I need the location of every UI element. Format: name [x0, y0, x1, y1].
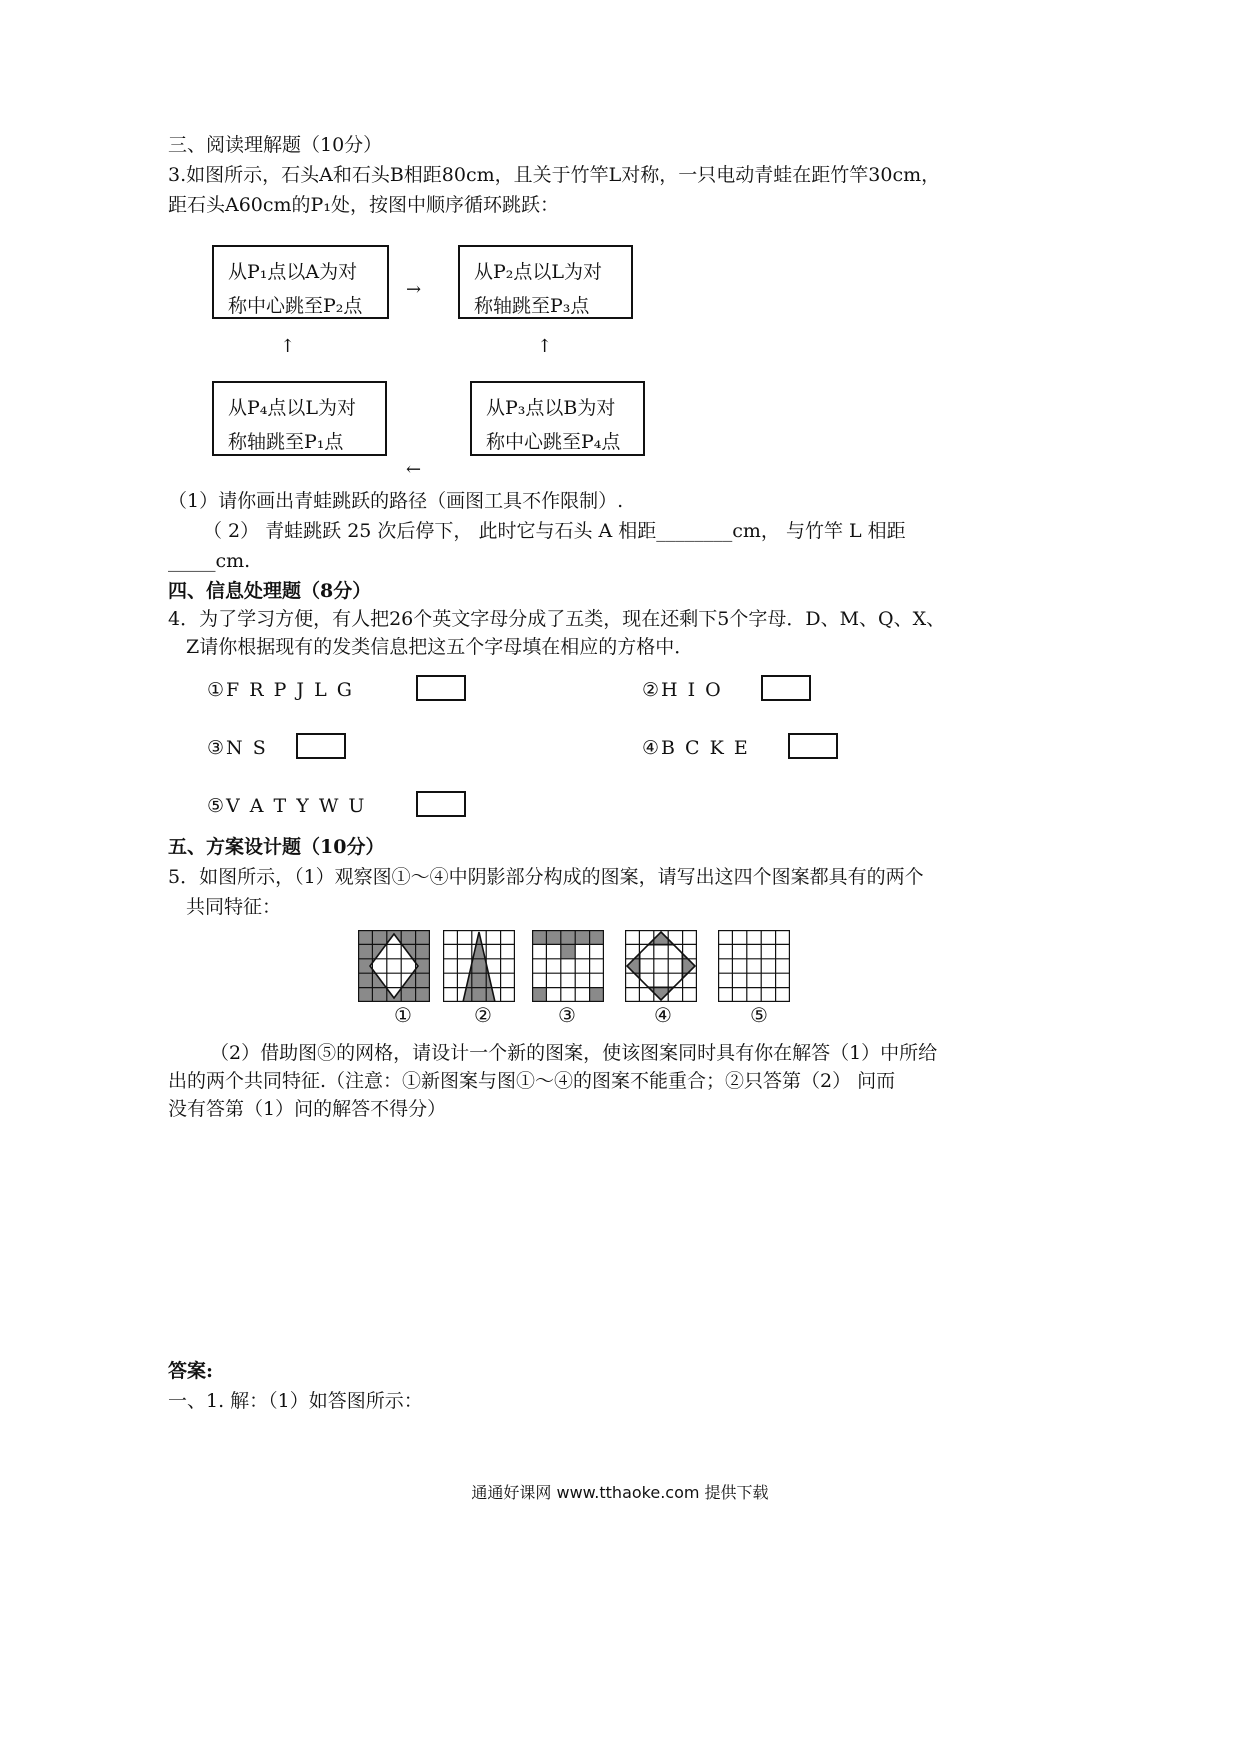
- flow-box-4: [212, 381, 387, 456]
- question-3-sub-1: （1）请你画出青蛙跳跃的路径（画图工具不作限制）.: [168, 490, 624, 512]
- question-5-line-1: 5．如图所示，（1）观察图①～④中阴影部分构成的图案，请写出这四个图案都具有的两个: [168, 866, 924, 888]
- arrow-up-icon: ↑: [537, 336, 553, 357]
- flow-box-1-line-2: 称中心跳至P₂点: [228, 295, 363, 317]
- pattern-1-label: ①: [394, 1003, 412, 1027]
- pattern-4-grid: [625, 930, 697, 1002]
- pattern-2-grid: [443, 930, 515, 1002]
- question-5-line-2: 共同特征：: [186, 896, 282, 918]
- flow-box-2: [458, 245, 633, 319]
- pattern-2-label: ②: [474, 1003, 492, 1027]
- flow-box-1-line-1: 从P₁点以A为对: [228, 261, 358, 283]
- flow-box-2-line-2: 称轴跳至P₃点: [474, 295, 590, 317]
- question-5-sub-2-line-2: 出的两个共同特征.（注意：①新图案与图①～④的图案不能重合；②只答第（2） 问而: [168, 1070, 896, 1092]
- pattern-3-label: ③: [558, 1003, 576, 1027]
- flow-box-2-line-1: 从P₂点以L为对: [474, 261, 603, 283]
- answers-line-1: 一、1. 解：（1）如答图所示：: [168, 1390, 423, 1412]
- flow-box-3-line-1: 从P₃点以B为对: [486, 397, 616, 419]
- pattern-5-grid[interactable]: [718, 930, 790, 1002]
- letter-group-3: ③N S: [207, 737, 268, 759]
- question-3-sub-2-blank: _____cm.: [168, 550, 251, 572]
- arrow-left-icon: ←: [406, 459, 422, 480]
- question-5-sub-2-line-3: 没有答第（1）问的解答不得分）: [168, 1098, 447, 1120]
- pattern-5-label: ⑤: [750, 1003, 768, 1027]
- section-3-title: 三、阅读理解题（10分）: [168, 134, 383, 156]
- pattern-1-grid: [358, 930, 430, 1002]
- question-4-line-1: 4．为了学习方便，有人把26个英文字母分成了五类，现在还剩下5个字母．D、M、Q、X、: [168, 608, 946, 630]
- answer-box-group-3[interactable]: [296, 733, 346, 759]
- flow-box-3: [470, 381, 645, 456]
- flow-box-4-line-2: 称轴跳至P₁点: [228, 431, 344, 453]
- question-5-sub-2-line-1: （2）借助图⑤的网格，请设计一个新的图案，使该图案同时具有你在解答（1）中所给: [210, 1042, 938, 1064]
- flow-box-4-line-1: 从P₄点以L为对: [228, 397, 357, 419]
- arrow-up-icon: ↑: [280, 336, 296, 357]
- flow-box-3-line-2: 称中心跳至P₄点: [486, 431, 621, 453]
- answers-title: 答案:: [168, 1360, 214, 1382]
- question-3-line-2: 距石头A60cm的P₁处，按图中顺序循环跳跃：: [168, 194, 559, 216]
- letter-group-2: ②H I O: [642, 679, 723, 701]
- flow-box-1: [212, 245, 389, 319]
- question-3-line-1: 3.如图所示，石头A和石头B相距80cm，且关于竹竿L对称，一只电动青蛙在距竹竿30cm，: [168, 164, 941, 186]
- answer-box-group-4[interactable]: [788, 733, 838, 759]
- answer-box-group-2[interactable]: [761, 675, 811, 701]
- letter-group-4: ④B C K E: [642, 737, 750, 759]
- footer-source: 通通好课网 www.tthaoke.com 提供下载: [471, 1483, 769, 1502]
- answer-box-group-1[interactable]: [416, 675, 466, 701]
- answer-box-group-5[interactable]: [416, 791, 466, 817]
- pattern-3-grid: [532, 930, 604, 1002]
- section-5-title: 五、方案设计题（10分）: [168, 836, 385, 858]
- section-4-title: 四、信息处理题（8分）: [168, 580, 372, 602]
- question-3-sub-2: （ 2） 青蛙跳跃 25 次后停下， 此时它与石头 A 相距________cm， 与竹竿 L 相距: [203, 520, 906, 542]
- letter-group-1: ①F R P J L G: [207, 679, 354, 701]
- question-4-line-2: Z请你根据现有的发类信息把这五个字母填在相应的方格中．: [186, 636, 694, 658]
- letter-group-5: ⑤V A T Y W U: [207, 795, 367, 817]
- pattern-4-label: ④: [654, 1003, 672, 1027]
- arrow-right-icon: →: [406, 279, 422, 300]
